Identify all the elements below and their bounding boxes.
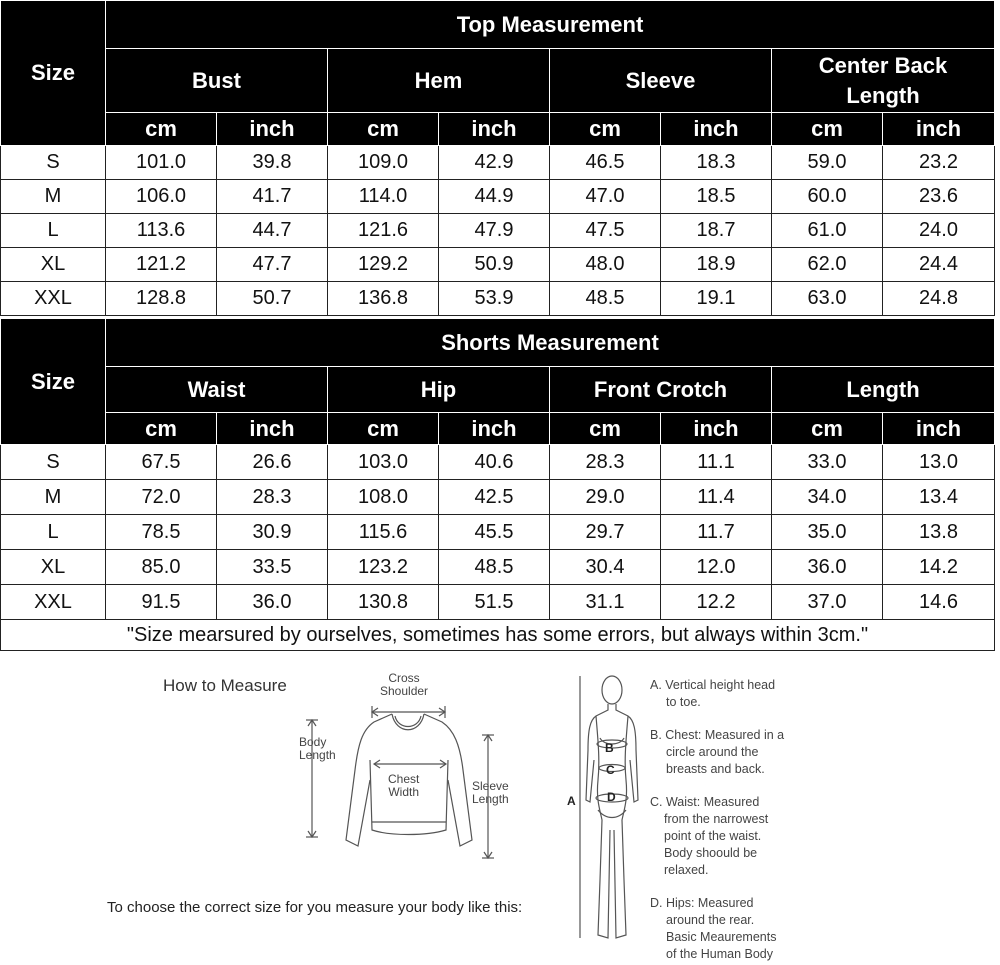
value-cell: 24.0 [883,214,995,248]
value-cell: 46.5 [550,146,661,180]
size-cell: M [1,480,106,515]
value-cell: 45.5 [439,515,550,550]
body-length-label: Body Length [299,735,336,762]
how-to-measure-section [0,650,1000,965]
value-cell: 39.8 [217,146,328,180]
legend-a: A. Vertical height head to toe. [650,678,776,709]
value-cell: 108.0 [328,480,439,515]
value-cell: 29.7 [550,515,661,550]
unit-header: inch [217,413,328,445]
value-cell: 59.0 [772,146,883,180]
value-cell: 47.7 [217,248,328,282]
table-row [1,146,995,180]
value-cell: 48.5 [550,282,661,316]
value-cell: 62.0 [772,248,883,282]
top-measurement-table [0,0,995,316]
value-cell: 91.5 [106,585,217,620]
unit-header: cm [106,413,217,445]
category-header: Hem [328,49,550,113]
value-cell: 121.6 [328,214,439,248]
value-cell: 24.4 [883,248,995,282]
value-cell: 136.8 [328,282,439,316]
value-cell: 36.0 [772,550,883,585]
value-cell: 123.2 [328,550,439,585]
size-cell: XXL [1,585,106,620]
value-cell: 130.8 [328,585,439,620]
value-cell: 35.0 [772,515,883,550]
category-header: Bust [106,49,328,113]
category-header: Center Back Length [772,49,995,113]
table-row [1,282,995,316]
measurement-note: "Size mearsured by ourselves, sometimes has some errors, but always within 3cm." [1,620,995,651]
value-cell: 18.3 [661,146,772,180]
value-cell: 18.7 [661,214,772,248]
marker-d: D [607,790,616,804]
unit-header: inch [217,113,328,146]
value-cell: 13.4 [883,480,995,515]
body-measure-figure [560,670,650,950]
cross-shoulder-label: Cross Shoulder [380,671,429,698]
chest-width-label: Chest Width [388,772,420,799]
unit-header: cm [550,413,661,445]
value-cell: 14.6 [883,585,995,620]
table-row [1,550,995,585]
unit-header: cm [772,113,883,146]
value-cell: 12.0 [661,550,772,585]
value-cell: 44.7 [217,214,328,248]
value-cell: 37.0 [772,585,883,620]
unit-header: cm [328,413,439,445]
value-cell: 50.7 [217,282,328,316]
table-row [1,445,995,480]
value-cell: 78.5 [106,515,217,550]
value-cell: 47.0 [550,180,661,214]
table-row [1,585,995,620]
unit-header: cm [328,113,439,146]
table-row [1,180,995,214]
size-cell: XL [1,550,106,585]
unit-header: inch [883,113,995,146]
value-cell: 14.2 [883,550,995,585]
value-cell: 61.0 [772,214,883,248]
size-cell: M [1,180,106,214]
value-cell: 48.0 [550,248,661,282]
value-cell: 101.0 [106,146,217,180]
value-cell: 128.8 [106,282,217,316]
value-cell: 72.0 [106,480,217,515]
value-cell: 40.6 [439,445,550,480]
unit-header: cm [550,113,661,146]
table-row [1,515,995,550]
value-cell: 51.5 [439,585,550,620]
value-cell: 19.1 [661,282,772,316]
value-cell: 48.5 [439,550,550,585]
value-cell: 31.1 [550,585,661,620]
value-cell: 114.0 [328,180,439,214]
value-cell: 50.9 [439,248,550,282]
value-cell: 63.0 [772,282,883,316]
value-cell: 18.9 [661,248,772,282]
value-cell: 42.9 [439,146,550,180]
value-cell: 53.9 [439,282,550,316]
legend-c: C. Waist: Measured from the narrowest point of the waist. Body shoould be relaxed. [650,795,769,877]
size-header: Size [1,319,106,445]
unit-header: inch [439,113,550,146]
value-cell: 129.2 [328,248,439,282]
size-cell: S [1,146,106,180]
value-cell: 44.9 [439,180,550,214]
unit-header: cm [106,113,217,146]
category-header: Waist [106,367,328,413]
value-cell: 42.5 [439,480,550,515]
value-cell: 24.8 [883,282,995,316]
value-cell: 121.2 [106,248,217,282]
value-cell: 23.2 [883,146,995,180]
size-cell: XL [1,248,106,282]
size-cell: L [1,214,106,248]
value-cell: 60.0 [772,180,883,214]
sweater-measure-diagram [300,690,510,870]
size-header: Size [1,1,106,146]
value-cell: 103.0 [328,445,439,480]
value-cell: 47.9 [439,214,550,248]
value-cell: 26.6 [217,445,328,480]
value-cell: 115.6 [328,515,439,550]
value-cell: 30.9 [217,515,328,550]
category-header: Front Crotch [550,367,772,413]
value-cell: 28.3 [217,480,328,515]
value-cell: 47.5 [550,214,661,248]
shorts-measurement-table [0,318,995,651]
value-cell: 11.4 [661,480,772,515]
legend-d: D. Hips: Measured around the rear. Basic Meaurements of the Human Body [650,896,777,961]
instruction-text: To choose the correct size for you measure your body like this: [107,899,523,916]
value-cell: 12.2 [661,585,772,620]
value-cell: 41.7 [217,180,328,214]
legend-b: B. Chest: Measured in a circle around the breasts and back. [650,728,785,776]
value-cell: 85.0 [106,550,217,585]
value-cell: 106.0 [106,180,217,214]
table-row [1,214,995,248]
value-cell: 113.6 [106,214,217,248]
category-header: Sleeve [550,49,772,113]
unit-header: cm [772,413,883,445]
value-cell: 33.5 [217,550,328,585]
unit-header: inch [439,413,550,445]
unit-header: inch [883,413,995,445]
category-header: Length [772,367,995,413]
value-cell: 11.7 [661,515,772,550]
unit-header: inch [661,413,772,445]
value-cell: 18.5 [661,180,772,214]
table-title: Shorts Measurement [106,319,995,367]
value-cell: 67.5 [106,445,217,480]
marker-a: A [567,794,576,808]
value-cell: 28.3 [550,445,661,480]
value-cell: 23.6 [883,180,995,214]
table-row [1,480,995,515]
marker-c: C [606,763,615,777]
sleeve-length-label: Sleeve Length [472,779,509,806]
value-cell: 11.1 [661,445,772,480]
category-header: Hip [328,367,550,413]
marker-b: B [605,741,614,755]
value-cell: 30.4 [550,550,661,585]
how-to-measure-title: How to Measure [163,676,287,695]
value-cell: 29.0 [550,480,661,515]
value-cell: 13.8 [883,515,995,550]
value-cell: 34.0 [772,480,883,515]
unit-header: inch [661,113,772,146]
size-cell: XXL [1,282,106,316]
value-cell: 109.0 [328,146,439,180]
size-cell: L [1,515,106,550]
value-cell: 33.0 [772,445,883,480]
table-row [1,248,995,282]
size-cell: S [1,445,106,480]
table-title: Top Measurement [106,1,995,49]
value-cell: 36.0 [217,585,328,620]
value-cell: 13.0 [883,445,995,480]
